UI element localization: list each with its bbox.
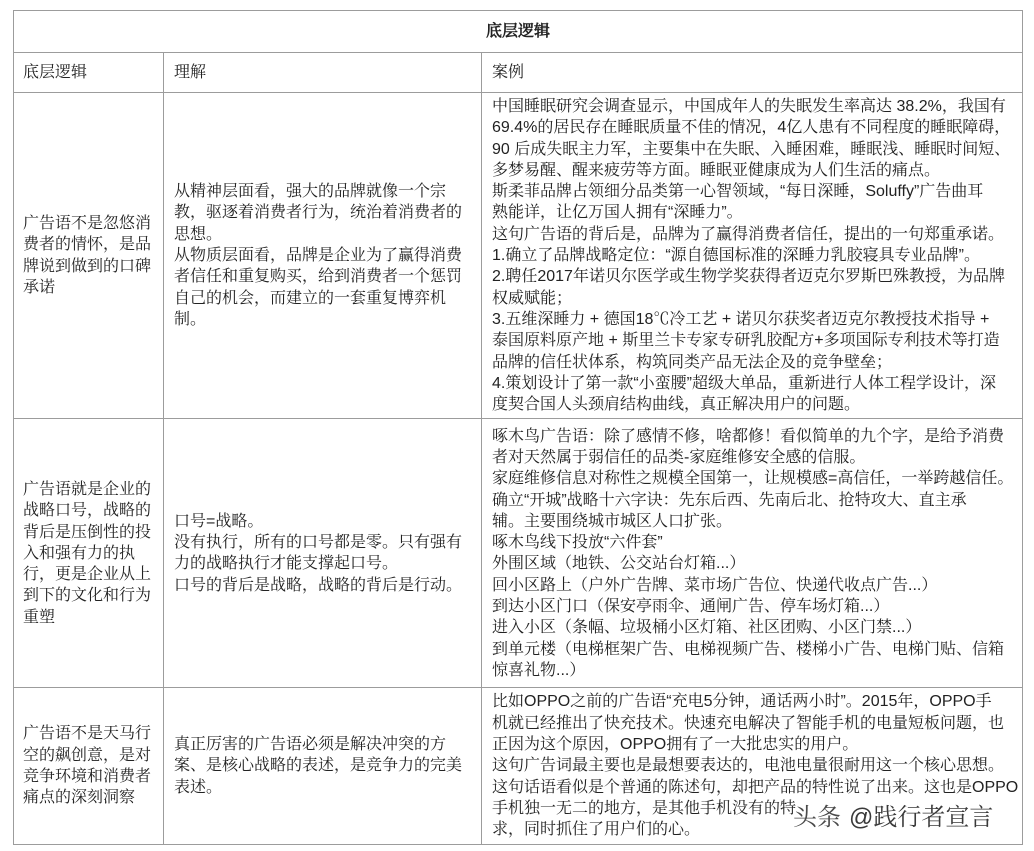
case-paragraph: 1.确立了品牌战略定位：“源自德国标准的深睡力乳胶寝具专业品牌”。 [492, 247, 981, 265]
case-paragraph: 家庭维修信息对称性之规模全国第一，让规模感=高信任，一举跨越信任。 [492, 470, 1014, 488]
table-row [14, 93, 1023, 419]
table-title: 底层逻辑 [14, 11, 1023, 53]
cell-understanding [164, 93, 482, 419]
logic-text: 广告语不是天马行 空的飙创意，是对 竞争环境和消费者 痛点的深刻洞察 [23, 725, 152, 807]
understanding-paragraph: 从物质层面看，品牌是企业为了赢得消费 者信任和重复购买，给到消费者一个惩罚 自己的机会，而建立的一套重复博弈机 制。 [174, 247, 463, 328]
case-paragraph: 2.聘任2017年诺贝尔医学或生物学奖获得者迈克尔罗斯巴殊教授，为品牌 权威赋能； [492, 268, 1005, 307]
cell-understanding [164, 419, 482, 688]
header-understanding: 理解 [164, 53, 482, 93]
watermark-platform: 头条 [793, 804, 841, 831]
header-cases: 案例 [482, 53, 1023, 93]
cell-logic [14, 419, 164, 688]
case-paragraph: 比如OPPO之前的广告语“充电5分钟，通话两小时”。2015年，OPPO手 机就已经推出了快充技术。快速充电解决了智能手机的电量短板问题，也 正因为这个原因，OPPO拥有了一大批忠实的用户。 [492, 693, 1005, 754]
understanding-paragraph: 口号的背后是战略，战略的背后是行动。 [174, 576, 463, 594]
understanding-paragraph: 真正厉害的广告语必须是解决冲突的方 案、是核心战略的表述，是竞争力的完美 表述。 [174, 736, 463, 796]
case-paragraph: 啄木鸟广告语：除了感情不修，啥都修！看似简单的九个字，是给予消费 者对天然属于弱信任的品类-家庭维修安全感的信服。 [492, 427, 1005, 466]
watermark [793, 801, 993, 835]
watermark-handle: @践行者宣言 [849, 804, 994, 831]
table-title-row [14, 11, 1023, 53]
case-paragraph: 回小区路上（户外广告牌、菜市场广告位、快递代收点广告...） [492, 576, 938, 594]
cell-logic [14, 93, 164, 419]
cell-cases [482, 93, 1023, 419]
case-paragraph: 啄木鸟线下投放“六件套” [492, 534, 663, 552]
case-paragraph: 斯柔菲品牌占领细分品类第一心智领域，“每日深睡，Soluffy”广告曲耳 熟能详，让亿万国人拥有“深睡力”。 [492, 183, 984, 222]
understanding-paragraph: 口号=战略。 [174, 512, 264, 530]
case-paragraph: 4.策划设计了第一款“小蛮腰”超级大单品，重新进行人体工程学设计，深 度契合国人头颈肩结构曲线，真正解决用户的问题。 [492, 374, 997, 414]
logic-text: 广告语不是忽悠消 费者的情怀，是品 牌说到做到的口碑 承诺 [23, 215, 152, 297]
case-paragraph: 中国睡眠研究会调查显示，中国成年人的失眠发生率高达 38.2%，我国有 69.4%的居民存在睡眠质量不佳的情况，4亿人患有不同程度的睡眠障碍， 90 后成失眠主力军，主要集中在失眠、入睡困难，睡眠浅、睡眠时间短、 多梦易醒、醒来疲劳等方面。睡眠亚健康成为人们生活的痛点。 [492, 98, 1011, 179]
case-paragraph: 到单元楼（电梯框架广告、电梯视频广告、楼梯小广告、电梯门贴、信箱 惊喜礼物...） [492, 640, 1005, 679]
cell-cases [482, 419, 1023, 688]
case-paragraph: 这句广告词最主要也是最想要表达的，电池电量很耐用这一个核心思想。 [492, 757, 1005, 775]
case-paragraph: 进入小区（条幅、垃圾桶小区灯箱、社区团购、小区门禁...） [492, 619, 922, 637]
case-paragraph: 这句广告语的背后是，品牌为了赢得消费者信任，提出的一句郑重承诺。 [492, 225, 1005, 243]
understanding-paragraph: 从精神层面看，强大的品牌就像一个宗 教，驱逐着消费者行为，统治着消费者的 思想。 [174, 183, 463, 243]
case-paragraph: 确立“开城”战略十六字诀：先东后西、先南后北、抢特攻大、直主承 辅。主要围绕城市城区人口扩张。 [492, 491, 967, 530]
logic-text: 广告语就是企业的 战略口号，战略的 背后是压倒性的投 入和强有力的执 行，更是企业从上 到下的文化和行为 重塑 [23, 480, 152, 626]
cell-understanding [164, 688, 482, 844]
case-paragraph: 外围区域（地铁、公交站台灯箱...） [492, 555, 746, 573]
header-logic: 底层逻辑 [14, 53, 164, 93]
table-row [14, 419, 1023, 688]
understanding-paragraph: 没有执行，所有的口号都是零。只有强有 力的战略执行才能支撑起口号。 [174, 534, 463, 573]
case-paragraph: 这句话语看似是个普通的陈述句，却把产品的特性说了出来。这也是OPPO 手机独一无二的地方，是其他手机没有的特 求，同时抓住了用户们的心。 [492, 778, 1019, 839]
case-paragraph: 到达小区门口（保安亭雨伞、通闸广告、停车场灯箱...） [492, 598, 890, 616]
table-header-row [14, 53, 1023, 93]
case-paragraph: 3.五维深睡力 + 德国18℃冷工艺 + 诺贝尔获奖者迈克尔教授技术指导 + 泰国原料原产地 + 斯里兰卡专家专研乳胶配方+多项国际专利技术等打造 品牌的信任状体系，构筑同类产品无法企及的竞争壁垒； [492, 310, 1000, 371]
logic-table [13, 10, 1023, 845]
cell-logic [14, 688, 164, 844]
